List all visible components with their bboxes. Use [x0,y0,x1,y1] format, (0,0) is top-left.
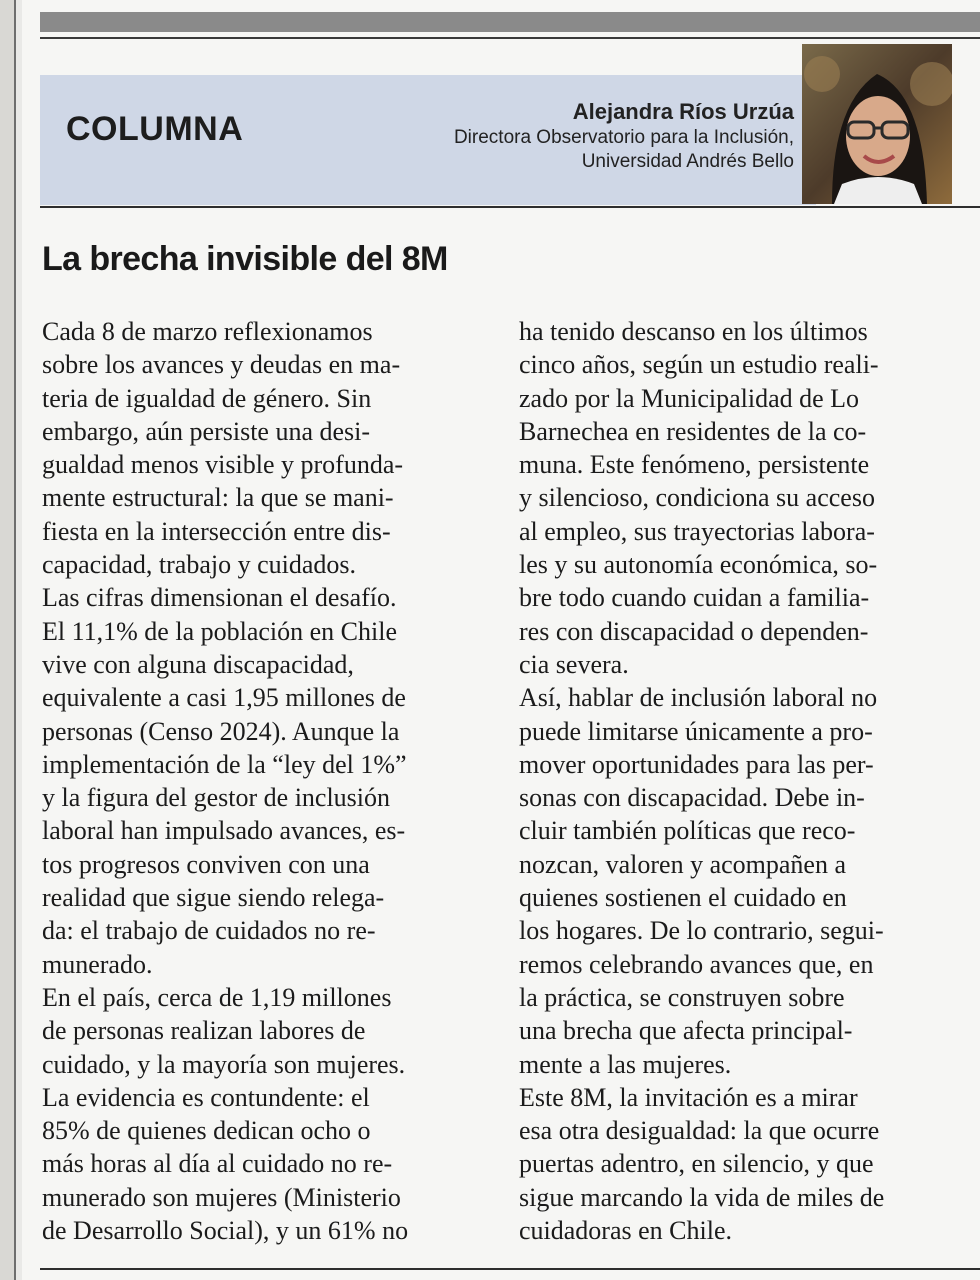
article-text-line: les y su autonomía económica, so- [519,550,878,580]
top-rule [40,37,980,39]
article-column-left [42,315,497,1247]
author-portrait-icon [802,44,952,204]
article-text-line: Así, hablar de inclusión laboral no [519,683,878,713]
top-band [40,12,980,32]
article-text-line: puertas adentro, en silencio, y que [519,1149,874,1179]
article-text-line: de personas realizan labores de [42,1016,366,1046]
article-text-line: personas (Censo 2024). Aunque la [42,716,400,746]
article-text-line: vive con alguna discapacidad, [42,649,354,679]
article-text-line: da: el trabajo de cuidados no re- [42,916,376,946]
article-text-line: mente estructural: la que se mani- [42,483,394,513]
article-text-line: mover oportunidades para las per- [519,749,874,779]
newspaper-page [22,0,980,1280]
article-text-line: muna. Este fenómeno, persistente [519,450,870,480]
article-text-line: Barnechea en residentes de la co- [519,416,867,446]
article-text-line: mente a las mujeres. [519,1049,732,1079]
article-text-line: ha tenido descanso en los últimos [519,317,868,346]
article-text-line: quienes sostienen el cuidado en [519,883,847,913]
article-text-line: puede limitarse únicamente a pro- [519,716,873,746]
header-divider [40,206,980,208]
article-text-line: sobre los avances y deudas en ma- [42,350,401,380]
article-text-line: munerado son mujeres (Ministerio [42,1182,401,1212]
article-text-line: una brecha que afecta principal- [519,1016,853,1046]
article-text-line: y silencioso, condiciona su acceso [519,483,875,513]
page-edge [0,0,16,1280]
article-text-line: y la figura del gestor de inclusión [42,783,391,813]
article-text-line: Este 8M, la invitación es a mirar [519,1082,858,1112]
article-text-line: cluir también políticas que reco- [519,816,856,846]
article-text-line: teria de igualdad de género. Sin [42,383,372,413]
article-text-line: cuidado, y la mayoría son mujeres. [42,1049,406,1079]
article-text-line: más horas al día al cuidado no re- [42,1149,393,1179]
article-text-line: laboral han impulsado avances, es- [42,816,406,846]
portrait-illustration [802,44,952,204]
article-text-line: equivalente a casi 1,95 millones de [42,683,406,713]
article-text-line: zado por la Municipalidad de Lo [519,383,860,413]
article-text-line: los hogares. De lo contrario, segui- [519,916,884,946]
article-text-line: gualdad menos visible y profunda- [42,450,404,480]
article-text-line: bre todo cuando cuidan a familia- [519,583,870,613]
article-text-line: fiesta en la intersección entre dis- [42,516,391,546]
section-label: COLUMNA [66,110,244,148]
article-text-line: remos celebrando avances que, en [519,949,874,979]
article-text-line: capacidad, trabajo y cuidados. [42,550,357,580]
article-text-line: sigue marcando la vida de miles de [519,1182,885,1212]
article-text-line: La evidencia es contundente: el [42,1082,370,1112]
author-role-line-1: Directora Observatorio para la Inclusión, [453,127,794,148]
article-text-line: realidad que sigue siendo relega- [42,883,385,913]
article-text-line: implementación de la “ley del 1%” [42,749,407,779]
article-text-line: esa otra desigualdad: la que ocurre [519,1116,880,1146]
author-role-line-2: Universidad Andrés Bello [581,151,794,172]
article-text-line: El 11,1% de la población en Chile [42,616,397,646]
bottom-rule [40,1268,980,1270]
article-text-line: nozcan, valoren y acompañen a [519,849,847,879]
article-headline: La brecha invisible del 8M [42,240,448,278]
article-text-line: Las cifras dimensionan el desafío. [42,583,397,613]
article-text-line: munerado. [42,949,153,979]
article-text-line: cuidadoras en Chile. [519,1216,732,1246]
article-text-line: Cada 8 de marzo reflexionamos [42,317,373,346]
article-text-line: de Desarrollo Social), y un 61% no [42,1216,409,1246]
article-text-line: En el país, cerca de 1,19 millones [42,982,392,1012]
article-text-line: tos progresos conviven con una [42,849,370,879]
article-text-line: la práctica, se construyen sobre [519,982,845,1012]
article-text-line: embargo, aún persiste una desi- [42,416,371,446]
article-text-line: cinco años, según un estudio reali- [519,350,879,380]
author-name: Alejandra Ríos Urzúa [572,99,794,124]
article-text-line: 85% de quienes dedican ocho o [42,1116,371,1146]
article-text-line: al empleo, sus trayectorias labora- [519,516,875,546]
article-column-right [519,315,974,1247]
article-text-line: sonas con discapacidad. Debe in- [519,783,865,813]
article-text-line: cia severa. [519,649,629,679]
article-text-line: res con discapacidad o dependen- [519,616,869,646]
author-block [454,98,794,174]
